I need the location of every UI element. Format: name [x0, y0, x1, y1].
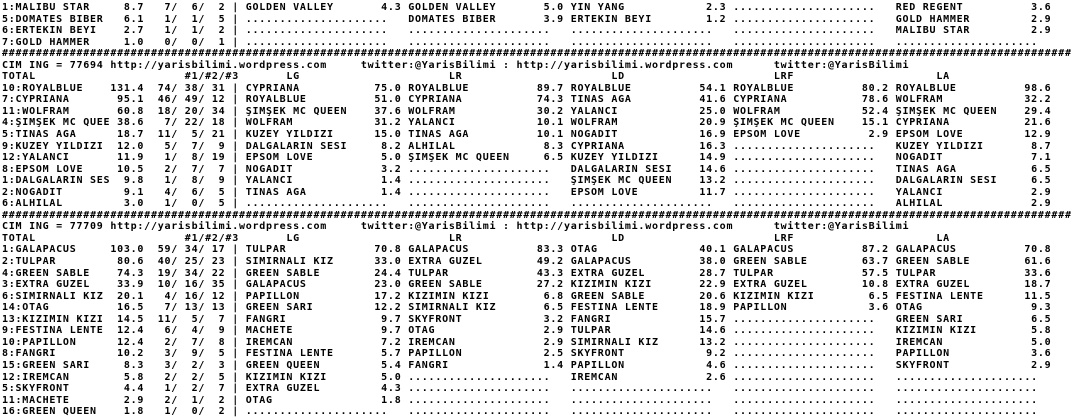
- separator-row: ##############################################################################################################################################################: [2, 209, 1072, 221]
- column-header-row: TOTAL #1/#2/#3 LG LR LD LRF LA: [2, 71, 950, 83]
- entry-row: 9:KUZEY YILDIZI 12.0 5/ 7/ 9 | DALGALARIN SESİ 8.2 ALHİLAL 8.3 CYPRIANA 16.3 ..................... KUZEY YILDIZI 8.7: [2, 140, 1059, 152]
- entry-row: 4:GREEN SABLE 74.3 19/ 34/ 22 | GREEN SABLE 24.4 TULPAR 43.3 EXTRA GÜZEL 28.7 TULPAR 57.5 TULPAR 33.6: [2, 267, 1059, 279]
- entry-row: 13:KIZIMIN KIZI 14.5 11/ 5/ 7 | FANGRI 9.7 SKYFRONT 3.2 FANGRI 15.7 ..................... GREEN SARI 6.5: [2, 313, 1059, 325]
- entry-row: 7:CYPRIANA 95.1 46/ 49/ 12 | ROYALBLUE 51.0 CYPRIANA 74.3 TINAS AĞA 41.6 CYPRIANA 78.6 WOLFRAM 32.2: [2, 94, 1059, 106]
- separator-row: ##############################################################################################################################################################: [2, 48, 1072, 60]
- cim-header-row: CIM ING = 77694 http://yarisbilimi.wordpress.com twitter:@YarisBilimi : http://yarisbilimi.wordpress.com twitter:@YarisBilimi: [2, 59, 910, 71]
- entry-row: 1:DALGALARIN SES 9.8 1/ 8/ 9 | YALANCI 1.4 ..................... ŞİMŞEK MC QUEEN 13.2 ..................... DALGALARIN SESİ 6.5: [2, 175, 1059, 187]
- entry-row: 8:FANGRI 10.2 3/ 9/ 5 | FESTINA LENTE 5.7 PAPILLON 2.5 SKYFRONT 9.2 ..................... PAPILLON 3.6: [2, 348, 1059, 360]
- entry-row: 2:TULPAR 80.6 40/ 25/ 23 | SİMİRNALI KIZ 33.0 EXTRA GÜZEL 49.2 GALAPACUS 38.0 GREEN SABLE 63.7 GREEN SABLE 61.6: [2, 256, 1059, 268]
- entry-row: 7:GOLD HAMMER 1.0 0/ 0/ 1 | ..................... ..................... ..................... ..................... .....................: [2, 36, 1059, 48]
- entry-row: 16:GREEN QUEEN 1.8 1/ 0/ 2 | ..................... ..................... ..................... ..................... .....................: [2, 406, 1059, 417]
- cim-header-row: CIM ING = 77709 http://yarisbilimi.wordpress.com twitter:@YarisBilimi : http://yarisbilimi.wordpress.com twitter:@YarisBilimi: [2, 221, 910, 233]
- entry-row: 9:FESTINA LENTE 12.4 6/ 4/ 9 | MACHETE 9.7 OTAG 2.9 TULPAR 14.6 ..................... KIZIMIN KIZI 5.8: [2, 325, 1059, 337]
- entry-row: 6:SİMİRNALI KIZ 20.1 4/ 16/ 12 | PAPILLON 17.2 KIZIMIN KIZI 6.8 GREEN SABLE 20.6 KIZIMIN KIZI 6.5 FESTINA LENTE 11.5: [2, 290, 1059, 302]
- entry-row: 5:DOMATES BIBER 6.1 1/ 1/ 5 | ..................... DOMATES BIBER 3.9 ERTEKİN BEYİ 1.2 ..................... GOLD HAMMER 2.9: [2, 13, 1059, 25]
- entry-row: 15:GREEN SARI 8.3 3/ 2/ 3 | GREEN QUEEN 5.4 FANGRI 1.4 PAPILLON 4.6 ..................... SKYFRONT 2.9: [2, 359, 1059, 371]
- entry-row: 6:ERTEKİN BEYİ 2.7 1/ 1/ 2 | ..................... ..................... ..................... ..................... MALIBU STAR 2.9: [2, 25, 1059, 37]
- entry-row: 5:SKYFRONT 4.4 1/ 2/ 7 | EXTRA GÜZEL 4.3 ..................... ..................... ..................... .....................: [2, 383, 1059, 395]
- entry-row: 3:EXTRA GÜZEL 33.9 10/ 16/ 35 | GALAPACUS 23.0 GREEN SABLE 27.2 KIZIMIN KIZI 22.9 EXTRA GÜZEL 10.8 EXTRA GÜZEL 18.7: [2, 279, 1059, 291]
- entry-row: 10:ROYALBLUE 131.4 74/ 38/ 31 | CYPRIANA 75.0 ROYALBLUE 89.7 ROYALBLUE 54.1 ROYALBLUE 80.2 ROYALBLUE 98.6: [2, 82, 1059, 94]
- entry-row: 8:EPSOM LOVE 10.5 2/ 7/ 7 | NOĞADİT 3.2 ..................... DALGALARIN SESİ 14.6 ..................... TINAS AĞA 6.5: [2, 163, 1059, 175]
- column-header-row: TOTAL #1/#2/#3 LG LR LD LRF LA: [2, 232, 950, 244]
- entry-row: 10:PAPILLON 12.4 2/ 7/ 8 | İREMCAN 7.2 İREMCAN 2.9 SİMİRNALI KIZ 13.2 ..................... İREMCAN 5.0: [2, 336, 1059, 348]
- entry-row: 4:ŞİMŞEK MC QUEE 38.6 7/ 22/ 18 | WOLFRAM 31.2 YALANCI 10.1 WOLFRAM 20.9 ŞİMŞEK MC QUEEN 15.1 CYPRIANA 21.6: [2, 117, 1059, 129]
- entry-row: 12:İREMCAN 5.8 2/ 2/ 5 | KIZIMIN KIZI 5.0 ..................... İREMCAN 2.6 ..................... .....................: [2, 371, 1059, 383]
- entry-row: 14:OTAG 16.5 7/ 13/ 13 | GREEN SARI 12.2 SİMİRNALI KIZ 6.5 FESTINA LENTE 18.9 PAPILLON 3.6 OTAG 9.3: [2, 302, 1059, 314]
- entry-row: 1:GALAPACUS 103.0 59/ 34/ 17 | TULPAR 70.8 GALAPACUS 83.3 OTAG 40.1 GALAPACUS 87.2 GALAPACUS 70.8: [2, 244, 1059, 256]
- entry-row: 11:MACHETE 2.9 2/ 1/ 2 | OTAG 1.8 ..................... ..................... ..................... .....................: [2, 394, 1059, 406]
- entry-row: 11:WOLFRAM 60.8 18/ 20/ 34 | ŞİMŞEK MC QUEEN 37.6 WOLFRAM 30.2 YALANCI 25.0 WOLFRAM 52.4 ŞİMŞEK MC QUEEN 29.4: [2, 105, 1059, 117]
- entry-row: 2:NOĞADİT 9.1 4/ 6/ 5 | TINAS AĞA 1.4 ..................... EPSOM LOVE 11.7 ..................... YALANCI 2.9: [2, 186, 1059, 198]
- entry-row: 12:YALANCI 11.9 1/ 8/ 19 | EPSOM LOVE 5.0 ŞİMŞEK MC QUEEN 6.5 KUZEY YILDIZI 14.9 ..................... NOĞADİT 7.1: [2, 152, 1059, 164]
- entry-row: 6:ALHİLAL 3.0 1/ 0/ 5 | ..................... ..................... ..................... ..................... ALHİLAL 2.9: [2, 198, 1059, 210]
- entry-row: 5:TINAS AĞA 18.7 11/ 5/ 21 | KUZEY YILDIZI 15.0 TINAS AĞA 10.1 NOĞADİT 16.9 EPSOM LOVE 2.9 EPSOM LOVE 12.9: [2, 129, 1059, 141]
- entry-row: 1:MALIBU STAR 8.7 7/ 6/ 2 | GOLDEN VALLEY 4.3 GOLDEN VALLEY 5.0 YİN YANG 2.3 ..................... RED REGENT 3.6: [2, 2, 1059, 13]
